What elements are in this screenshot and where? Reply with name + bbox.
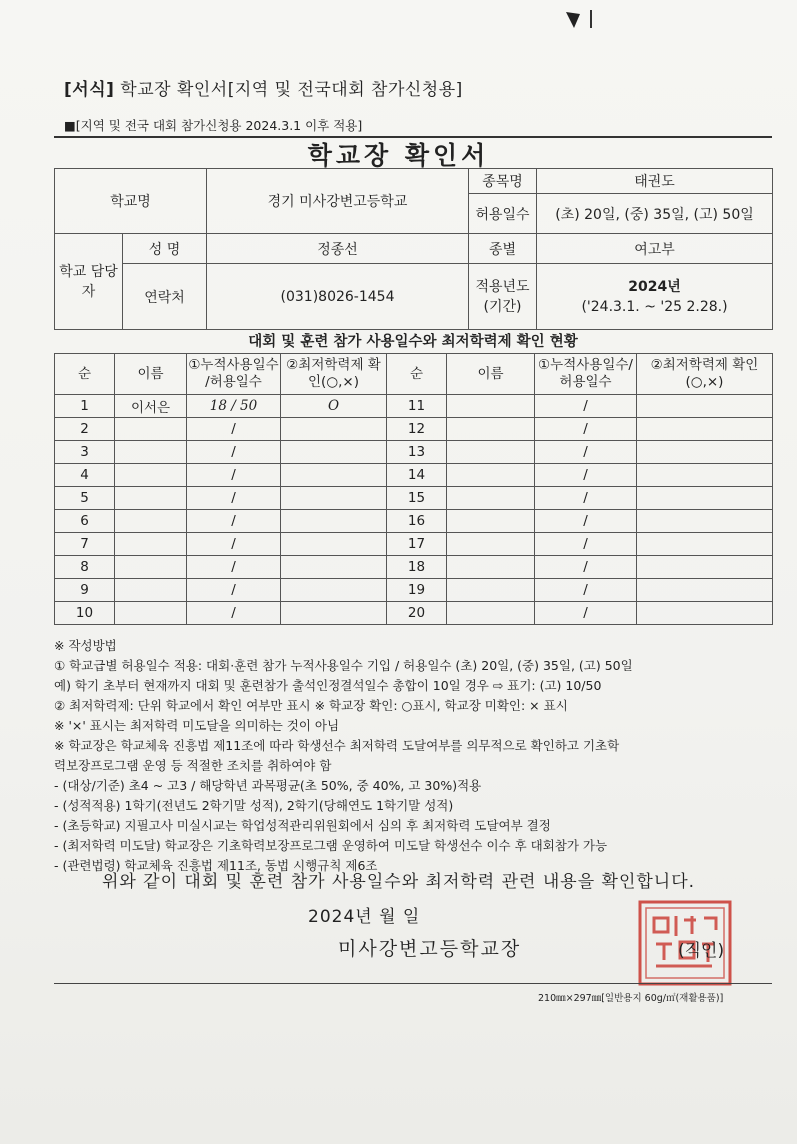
- form-title: [64, 75, 463, 100]
- row-check: [281, 533, 387, 556]
- header-days: ①누적사용일수 /허용일수: [187, 354, 281, 395]
- row-days-right: /: [535, 533, 637, 556]
- form-title-bracket: [서식]: [64, 80, 115, 100]
- row-no: 8: [55, 556, 115, 579]
- row-no: 7: [55, 533, 115, 556]
- row-name: [115, 533, 187, 556]
- row-check-right: [637, 441, 773, 464]
- date-line: 2024년 월 일: [308, 907, 421, 927]
- header-no-right: 순: [387, 354, 447, 395]
- row-days: /: [187, 602, 281, 625]
- row-days-right: /: [535, 464, 637, 487]
- row-days-right: /: [535, 579, 637, 602]
- document-title: 학교장 확인서: [307, 141, 490, 170]
- period-value: ('24.3.1. ~ '25 2.28.): [581, 298, 728, 315]
- row-no: 5: [55, 487, 115, 510]
- row-days-right: /: [535, 510, 637, 533]
- paper-spec: 210㎜×297㎜[일반용지 60g/㎡(재활용품)]: [538, 993, 724, 1004]
- note-line: 력보장프로그램 운영 등 적절한 조치를 취하여야 함: [54, 758, 332, 773]
- bottom-divider: [54, 983, 772, 984]
- info-table: [54, 168, 773, 330]
- principal-name: 미사강변고등학교장: [338, 938, 522, 960]
- row-check-right: [637, 579, 773, 602]
- row-check-right: [637, 510, 773, 533]
- table-row: [55, 579, 773, 602]
- row-check-right: [637, 556, 773, 579]
- contact-label: 연락처: [123, 264, 207, 330]
- name-label: 성 명: [123, 234, 207, 264]
- row-check: O: [281, 395, 387, 418]
- row-no-right: 14: [387, 464, 447, 487]
- row-days: /: [187, 556, 281, 579]
- row-days: /: [187, 418, 281, 441]
- note-line: - (대상/기준) 초4 ~ 고3 / 해당학년 과목평균(초 50%, 중 40%, 고 30%)적용: [54, 778, 482, 793]
- row-no-right: 16: [387, 510, 447, 533]
- row-name-right: [447, 487, 535, 510]
- category-value: 여고부: [537, 234, 773, 264]
- row-check-right: [637, 464, 773, 487]
- note-line: ※ 학교장은 학교체육 진흥법 제11조에 따라 학생선수 최저학력 도달여부를 의무적으로 확인하고 기초학: [54, 738, 620, 753]
- header-no: 순: [55, 354, 115, 395]
- note-line: - (최저학력 미도달) 학교장은 기초학력보장프로그램 운영하여 미도달 학생선수 이수 후 대회참가 가능: [54, 838, 608, 853]
- row-no-right: 17: [387, 533, 447, 556]
- row-days-right: /: [535, 556, 637, 579]
- name-value: 정종선: [207, 234, 469, 264]
- note-line: ① 학교급별 허용일수 적용: 대회·훈련 참가 누적사용일수 기입 / 허용일수 (초) 20일, (중) 35일, (고) 50일: [54, 658, 633, 673]
- instructions: [54, 636, 774, 876]
- school-label: 학교명: [55, 169, 207, 234]
- row-no: 9: [55, 579, 115, 602]
- row-name: [115, 418, 187, 441]
- row-no-right: 13: [387, 441, 447, 464]
- row-no: 4: [55, 464, 115, 487]
- row-check: [281, 579, 387, 602]
- row-no: 2: [55, 418, 115, 441]
- row-name: 이서은: [115, 395, 187, 418]
- row-name-right: [447, 533, 535, 556]
- year-cell: [537, 264, 773, 330]
- row-name-right: [447, 464, 535, 487]
- row-check-right: [637, 533, 773, 556]
- row-name: [115, 464, 187, 487]
- status-table: [54, 353, 773, 625]
- table-row: [55, 464, 773, 487]
- row-check-right: [637, 487, 773, 510]
- row-days: /: [187, 510, 281, 533]
- row-days-right: /: [535, 441, 637, 464]
- contact-value: (031)8026-1454: [207, 264, 469, 330]
- row-no-right: 11: [387, 395, 447, 418]
- row-days: /: [187, 464, 281, 487]
- row-name-right: [447, 418, 535, 441]
- row-days-right: /: [535, 395, 637, 418]
- note-line: - (초등학교) 지필고사 미실시교는 학업성적관리위원회에서 심의 후 최저학력 도달여부 결정: [54, 818, 551, 833]
- row-name: [115, 579, 187, 602]
- row-name: [115, 441, 187, 464]
- table-row: [55, 441, 773, 464]
- note-line: 예) 학기 초부터 현재까지 대회 및 훈련참가 출석인정결석일수 총합이 10일 경우 ⇨ 표기: (고) 10/50: [54, 678, 602, 693]
- form-subtitle: ■[지역 및 전국 대회 참가신청용 2024.3.1 이후 적용]: [64, 118, 363, 133]
- row-check-right: [637, 395, 773, 418]
- row-days: /: [187, 579, 281, 602]
- header-name-right: 이름: [447, 354, 535, 395]
- category-label: 종별: [469, 234, 537, 264]
- row-no: 3: [55, 441, 115, 464]
- row-name-right: [447, 556, 535, 579]
- header-academic: ②최저학력제 확인(○,×): [281, 354, 387, 395]
- row-check: [281, 464, 387, 487]
- row-days-right: /: [535, 487, 637, 510]
- row-no: 1: [55, 395, 115, 418]
- row-name-right: [447, 510, 535, 533]
- allowed-days-value: (초) 20일, (중) 35일, (고) 50일: [537, 194, 773, 234]
- header-academic-right: ②최저학력제 확인(○,×): [637, 354, 773, 395]
- row-name-right: [447, 441, 535, 464]
- row-check-right: [637, 602, 773, 625]
- event-label: 종목명: [469, 169, 537, 194]
- row-no-right: 19: [387, 579, 447, 602]
- row-check: [281, 487, 387, 510]
- header-name: 이름: [115, 354, 187, 395]
- row-days: /: [187, 441, 281, 464]
- table-row: [55, 395, 773, 418]
- row-days: /: [187, 533, 281, 556]
- year-label: 적용년도 (기간): [469, 264, 537, 330]
- row-name: [115, 602, 187, 625]
- row-no-right: 12: [387, 418, 447, 441]
- header-days-right: ①누적사용일수/ 허용일수: [535, 354, 637, 395]
- row-days-right: /: [535, 418, 637, 441]
- event-value: 태권도: [537, 169, 773, 194]
- corner-ink-mark: [560, 6, 600, 34]
- row-name-right: [447, 602, 535, 625]
- note-line: ② 최저학력제: 단위 학교에서 확인 여부만 표시 ※ 학교장 확인: ○표시, 학교장 미확인: × 표시: [54, 698, 568, 713]
- table-row: [55, 556, 773, 579]
- row-name: [115, 510, 187, 533]
- note-line: ※ '×' 표시는 최저학력 미도달을 의미하는 것이 아님: [54, 718, 340, 733]
- note-line: ※ 작성방법: [54, 638, 117, 653]
- year-value: 2024년: [628, 278, 681, 295]
- row-name: [115, 556, 187, 579]
- form-title-text: 학교장 확인서[지역 및 전국대회 참가신청용]: [120, 80, 463, 100]
- row-name: [115, 487, 187, 510]
- seal-label: (직인): [678, 941, 725, 961]
- row-check: [281, 510, 387, 533]
- row-check: [281, 556, 387, 579]
- row-days-right: /: [535, 602, 637, 625]
- row-no: 6: [55, 510, 115, 533]
- row-name-right: [447, 395, 535, 418]
- table-row: [55, 418, 773, 441]
- row-no: 10: [55, 602, 115, 625]
- table-row: [55, 602, 773, 625]
- row-days: 18 / 50: [187, 395, 281, 418]
- row-check: [281, 602, 387, 625]
- row-check-right: [637, 418, 773, 441]
- row-no-right: 18: [387, 556, 447, 579]
- table-caption: 대회 및 훈련 참가 사용일수와 최저학력제 확인 현황: [54, 329, 772, 354]
- row-name-right: [447, 579, 535, 602]
- table-row: [55, 510, 773, 533]
- allowed-days-label: 허용일수: [469, 194, 537, 234]
- row-check: [281, 418, 387, 441]
- row-no-right: 20: [387, 602, 447, 625]
- note-line: - (관련법령) 학교체육 진흥법 제11조, 동법 시행규칙 제6조: [54, 858, 378, 873]
- school-name: 경기 미사강변고등학교: [207, 169, 469, 234]
- confirmation-text: 위와 같이 대회 및 훈련 참가 사용일수와 최저학력 관련 내용을 확인합니다.: [101, 872, 696, 892]
- manager-label: 학교 담당자: [55, 234, 123, 330]
- table-row: [55, 533, 773, 556]
- table-row: [55, 487, 773, 510]
- row-days: /: [187, 487, 281, 510]
- row-no-right: 15: [387, 487, 447, 510]
- row-check: [281, 441, 387, 464]
- note-line: - (성적적용) 1학기(전년도 2학기말 성적), 2학기(당해연도 1학기말 성적): [54, 798, 454, 813]
